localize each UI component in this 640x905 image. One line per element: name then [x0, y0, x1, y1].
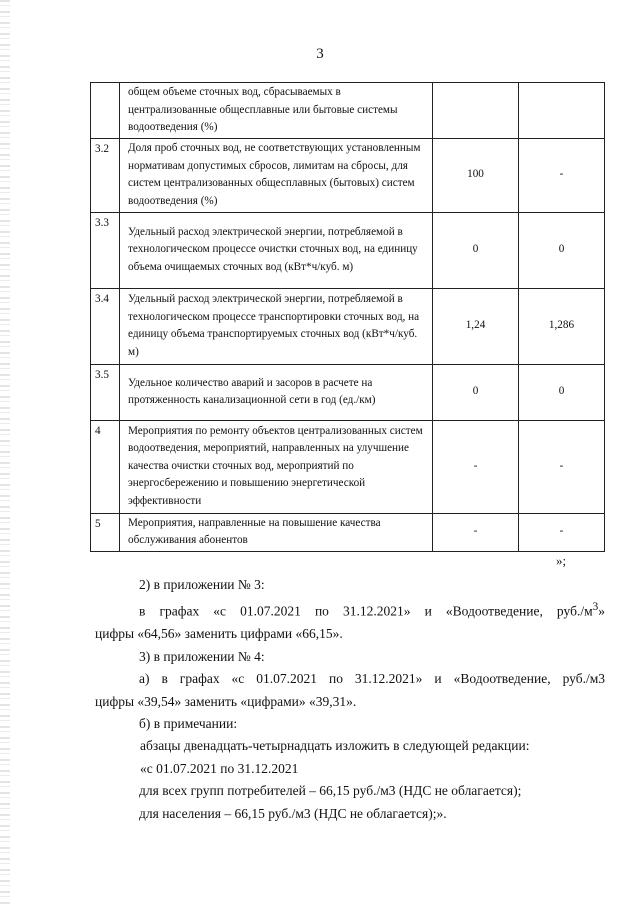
paragraph: а) в графах «с 01.07.2021 по 31.12.2021» и «Водоотведение, руб./м3 — [139, 671, 605, 687]
row-number: 4 — [91, 420, 120, 513]
paragraph: абзацы двенадцать-четырнадцать изложить в следующей редакции: — [140, 738, 530, 754]
row-value-2: 0 — [519, 212, 605, 288]
row-value-2: 0 — [519, 364, 605, 420]
row-number: 3.3 — [91, 212, 120, 288]
row-number: 3.5 — [91, 364, 120, 420]
table-row — [91, 420, 605, 513]
row-number: 3.4 — [91, 288, 120, 364]
row-value-2: - — [519, 138, 605, 212]
paragraph: «с 01.07.2021 по 31.12.2021 — [140, 760, 299, 776]
table-row — [91, 364, 605, 420]
row-number: 3.2 — [91, 138, 120, 212]
row-description: Удельный расход электрической энергии, потребляемой в технологическом процессе транспортировки сточных вод, на единицу объема транспортируемых сточных вод (кВт*ч/куб. м) — [120, 288, 433, 364]
row-number — [91, 83, 120, 139]
row-description: Мероприятия, направленные на повышение качества обслуживания абонентов — [120, 513, 433, 551]
row-description: Удельное количество аварий и засоров в расчете на протяженность канализационной сети в год (ед./км) — [120, 364, 433, 420]
amendment-text — [95, 574, 605, 825]
paragraph: для всех групп потребителей – 66,15 руб./м3 (НДС не облагается); — [139, 783, 522, 799]
paragraph — [95, 596, 605, 623]
page-number: 3 — [316, 46, 324, 62]
table-row — [91, 513, 605, 551]
text-span: » — [598, 603, 605, 619]
table-row — [91, 138, 605, 212]
row-value-1: 0 — [433, 364, 519, 420]
paragraph: 2) в приложении № 3: — [139, 577, 265, 592]
row-description: Удельный расход электрической энергии, потребляемой в технологическом процессе очистки сточных вод, на единицу объема очищаемых сточных вод (кВт*ч/куб. м) — [120, 212, 433, 288]
paragraph: 3) в приложении № 4: — [139, 648, 265, 664]
indicators-table — [90, 82, 605, 552]
row-description: Мероприятия по ремонту объектов централизованных систем водоотведения, мероприятий, направленных на улучшение качества очистки сточных вод, мероприятий по энергосбережению и повышению энергетической эффективности — [120, 420, 433, 513]
row-description: Доля проб сточных вод, не соответствующих установленным нормативам допустимых сбросов, лимитам на сбросы, для систем централизованных общесплавных (бытовых) систем водоотведения (%) — [120, 138, 433, 212]
paragraph: цифры «64,56» заменить цифрами «66,15». — [95, 626, 343, 642]
scan-edge — [0, 0, 10, 905]
row-description: общем объеме сточных вод, сбрасываемых в централизованные общесплавные или бытовые системы водоотведения (%) — [120, 83, 433, 139]
row-value-1 — [433, 83, 519, 139]
table-row — [91, 288, 605, 364]
row-value-2: 1,286 — [519, 288, 605, 364]
row-value-1: 100 — [433, 138, 519, 212]
row-value-1: - — [433, 420, 519, 513]
row-value-1: - — [433, 513, 519, 551]
table-row — [91, 83, 605, 139]
row-value-1: 0 — [433, 212, 519, 288]
row-value-2: - — [519, 420, 605, 513]
paragraph: цифры «39,54» заменить «цифрами» «39,31». — [95, 693, 357, 709]
closing-quote: »; — [556, 553, 567, 568]
text-span: в графах «с 01.07.2021 по 31.12.2021» и «Водоотведение, руб./м — [139, 603, 593, 619]
paragraph: б) в примечании: — [139, 715, 238, 731]
row-value-2 — [519, 83, 605, 139]
superscript: 3 — [592, 601, 599, 614]
table-row — [91, 212, 605, 288]
row-value-1: 1,24 — [433, 288, 519, 364]
paragraph: для населения – 66,15 руб./м3 (НДС не облагается);». — [139, 805, 447, 821]
row-value-2: - — [519, 513, 605, 551]
row-number: 5 — [91, 513, 120, 551]
